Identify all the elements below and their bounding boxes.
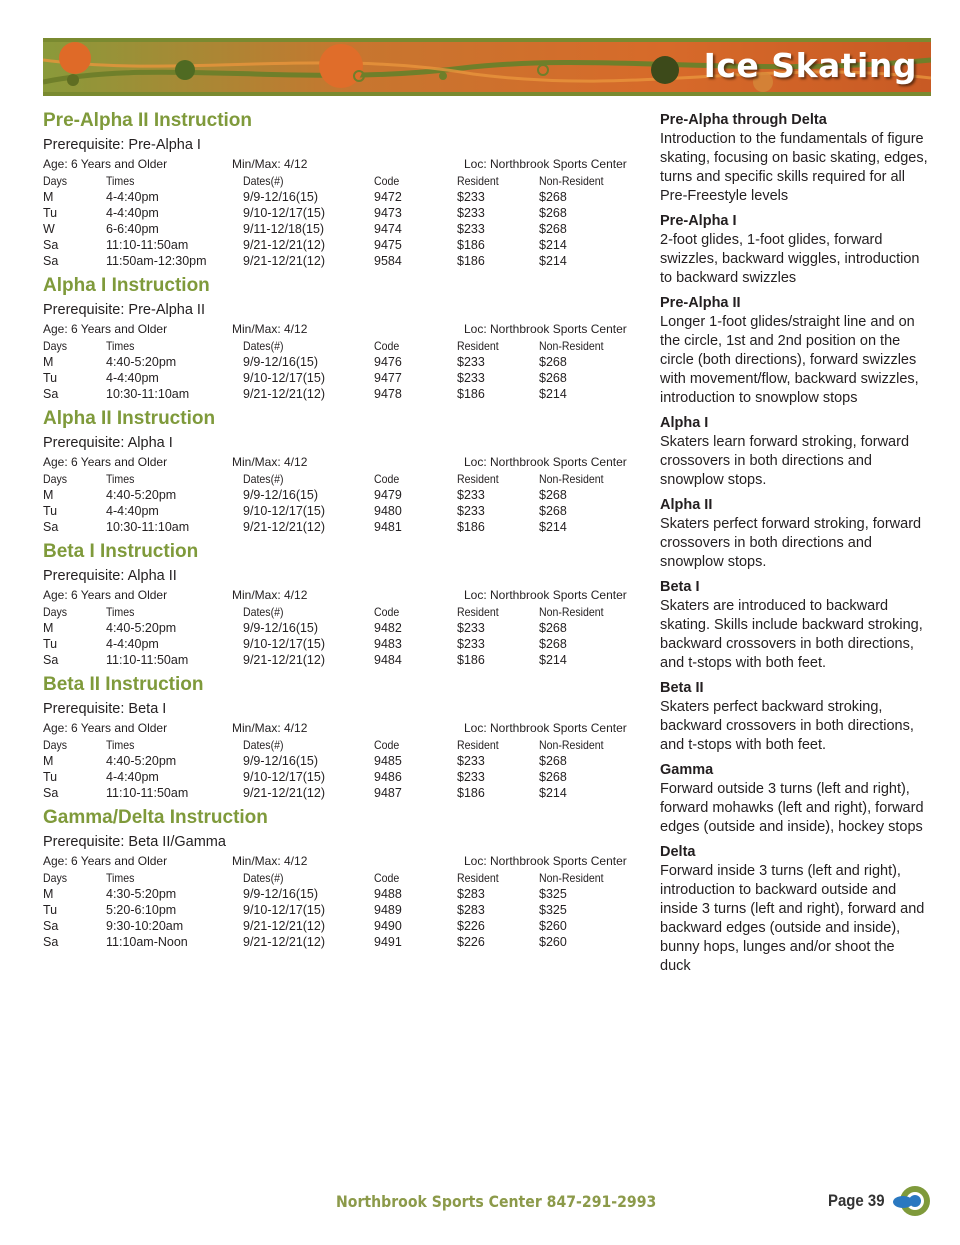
table-cell: 4-4:40pm — [106, 504, 159, 518]
table-cell: 9/10-12/17(15) — [243, 371, 326, 385]
level-description — [660, 843, 928, 976]
table-cell: M — [43, 754, 54, 768]
table-cell: 9474 — [374, 222, 402, 236]
table-row — [43, 753, 633, 769]
level-name: Alpha I — [660, 415, 709, 431]
table-cell: 9/9-12/16(15) — [243, 754, 319, 768]
table-cell: $325 — [539, 887, 567, 901]
footer-contact: Northbrook Sports Center 847-291-2993 — [336, 1192, 657, 1211]
class-schedule — [43, 108, 633, 954]
section-title: Gamma/Delta Instruction — [43, 807, 268, 828]
table-header — [43, 471, 633, 487]
table-cell: 4:30-5:20pm — [106, 887, 177, 901]
table-cell: 9/9-12/16(15) — [243, 887, 319, 901]
table-cell: $260 — [539, 919, 567, 933]
table-cell: $260 — [539, 935, 567, 949]
table-cell: 4-4:40pm — [106, 371, 159, 385]
section-title: Beta II Instruction — [43, 674, 204, 695]
table-cell: Sa — [43, 786, 59, 800]
column-header: Dates(#) — [243, 339, 284, 353]
table-cell: 9/9-12/16(15) — [243, 488, 319, 502]
table-cell: Tu — [43, 903, 58, 917]
column-header: Non-Resident — [539, 472, 604, 486]
table-row — [43, 519, 633, 535]
column-header: Days — [43, 174, 68, 188]
section-meta — [43, 454, 633, 471]
table-cell: $268 — [539, 504, 567, 518]
column-header: Days — [43, 605, 68, 619]
table-cell: $214 — [539, 520, 567, 534]
column-header: Dates(#) — [243, 738, 284, 752]
table-cell: 9479 — [374, 488, 402, 502]
table-cell: $233 — [457, 770, 485, 784]
table-row — [43, 205, 633, 221]
table-cell: 9/21-12/21(12) — [243, 919, 326, 933]
column-header: Times — [106, 738, 135, 752]
table-cell: M — [43, 355, 54, 369]
table-cell: $233 — [457, 371, 485, 385]
table-cell: $268 — [539, 371, 567, 385]
table-cell: 9488 — [374, 887, 402, 901]
table-cell: $186 — [457, 786, 485, 800]
section-title: Alpha I Instruction — [43, 275, 210, 296]
column-header: Resident — [457, 605, 499, 619]
table-cell: $186 — [457, 520, 485, 534]
section-meta — [43, 156, 633, 173]
age-label: Age: 6 Years and Older — [43, 721, 168, 735]
table-cell: $233 — [457, 754, 485, 768]
level-text: Skaters perfect backward stroking, backward crossovers in both directions, and t-stops with both feet. — [660, 699, 914, 753]
location-label: Loc: Northbrook Sports Center — [464, 588, 627, 602]
age-label: Age: 6 Years and Older — [43, 455, 168, 469]
column-header: Code — [374, 174, 400, 188]
table-row — [43, 620, 633, 636]
table-cell: Tu — [43, 504, 58, 518]
table-row — [43, 918, 633, 934]
column-header: Code — [374, 738, 400, 752]
table-row — [43, 221, 633, 237]
table-cell: M — [43, 488, 54, 502]
level-text: Skaters perfect forward stroking, forward crossovers in both directions and snowplow stops. — [660, 516, 922, 570]
schedule-section — [43, 273, 633, 406]
level-description — [660, 496, 928, 572]
table-cell: Tu — [43, 770, 58, 784]
section-title: Beta I Instruction — [43, 541, 199, 562]
table-cell: 9476 — [374, 355, 402, 369]
table-cell: 9/9-12/16(15) — [243, 355, 319, 369]
table-cell: $268 — [539, 754, 567, 768]
level-description — [660, 761, 928, 837]
table-cell: 9/10-12/17(15) — [243, 637, 326, 651]
prerequisite: Prerequisite: Alpha II — [43, 568, 177, 584]
table-cell: Tu — [43, 371, 58, 385]
column-header: Days — [43, 871, 68, 885]
location-label: Loc: Northbrook Sports Center — [464, 455, 627, 469]
table-cell: 5:20-6:10pm — [106, 903, 177, 917]
section-title: Pre-Alpha II Instruction — [43, 110, 253, 131]
table-cell: 9:30-10:20am — [106, 919, 184, 933]
prerequisite: Prerequisite: Alpha I — [43, 435, 173, 451]
level-description — [660, 414, 928, 490]
level-text: Forward outside 3 turns (left and right), forward mohawks (left and right), forward edges (outside and inside), hockey stops — [660, 781, 924, 835]
page-title: Ice Skating — [703, 46, 917, 85]
table-cell: $186 — [457, 254, 485, 268]
table-row — [43, 886, 633, 902]
age-label: Age: 6 Years and Older — [43, 588, 168, 602]
column-header: Non-Resident — [539, 339, 604, 353]
table-cell: $186 — [457, 238, 485, 252]
table-cell: $214 — [539, 387, 567, 401]
table-cell: $233 — [457, 206, 485, 220]
schedule-section — [43, 406, 633, 539]
table-cell: 9473 — [374, 206, 402, 220]
minmax-label: Min/Max: 4/12 — [232, 854, 308, 868]
table-cell: $283 — [457, 887, 485, 901]
table-cell: $325 — [539, 903, 567, 917]
level-name: Pre-Alpha through Delta — [660, 112, 827, 128]
table-header — [43, 338, 633, 354]
table-cell: 4:40-5:20pm — [106, 754, 177, 768]
level-name: Alpha II — [660, 497, 713, 513]
section-meta — [43, 587, 633, 604]
table-cell: 9490 — [374, 919, 402, 933]
table-cell: 9/10-12/17(15) — [243, 903, 326, 917]
table-cell: 9/11-12/18(15) — [243, 222, 325, 236]
table-cell: $233 — [457, 190, 485, 204]
column-header: Code — [374, 871, 400, 885]
table-cell: 4-4:40pm — [106, 206, 159, 220]
level-text: 2-foot glides, 1-foot glides, forward swizzles, backward wiggles, introduction to backward swizzles — [660, 232, 920, 286]
table-cell: 11:50am-12:30pm — [106, 254, 207, 268]
table-cell: M — [43, 621, 54, 635]
table-cell: $233 — [457, 504, 485, 518]
table-cell: Tu — [43, 637, 58, 651]
column-header: Non-Resident — [539, 605, 604, 619]
table-row — [43, 902, 633, 918]
table-cell: 4:40-5:20pm — [106, 355, 177, 369]
table-cell: 9/21-12/21(12) — [243, 238, 326, 252]
prerequisite: Prerequisite: Pre-Alpha I — [43, 137, 201, 153]
section-meta — [43, 720, 633, 737]
table-cell: $186 — [457, 387, 485, 401]
level-text: Skaters learn forward stroking, forward crossovers in both directions and snowplow stops. — [660, 434, 910, 488]
table-row — [43, 370, 633, 386]
column-header: Resident — [457, 738, 499, 752]
level-description — [660, 111, 928, 206]
schedule-section — [43, 672, 633, 805]
table-cell: W — [43, 222, 55, 236]
table-cell: 9472 — [374, 190, 402, 204]
level-text: Introduction to the fundamentals of figure skating, focusing on basic skating, edges, turns and specific skills required for all Pre-Freestyle levels — [660, 131, 928, 204]
table-cell: 6-6:40pm — [106, 222, 159, 236]
table-cell: $268 — [539, 637, 567, 651]
column-header: Code — [374, 339, 400, 353]
table-cell: 9483 — [374, 637, 402, 651]
table-header — [43, 604, 633, 620]
section-title: Alpha II Instruction — [43, 408, 216, 429]
column-header: Times — [106, 174, 135, 188]
table-cell: $214 — [539, 238, 567, 252]
column-header: Days — [43, 738, 68, 752]
table-cell: 4:40-5:20pm — [106, 488, 177, 502]
table-cell: 9584 — [374, 254, 402, 268]
table-row — [43, 636, 633, 652]
table-cell: $233 — [457, 637, 485, 651]
location-label: Loc: Northbrook Sports Center — [464, 854, 627, 868]
column-header: Non-Resident — [539, 871, 604, 885]
table-cell: $233 — [457, 355, 485, 369]
table-cell: Sa — [43, 387, 59, 401]
level-text: Forward inside 3 turns (left and right), introduction to backward outside and inside 3 turns (left and right), forward and backward edges (outside and inside), bunny hops, lunges and/or shoot the duck — [660, 863, 925, 974]
table-cell: $233 — [457, 621, 485, 635]
column-header: Days — [43, 339, 68, 353]
section-meta — [43, 853, 633, 870]
column-header: Non-Resident — [539, 174, 604, 188]
minmax-label: Min/Max: 4/12 — [232, 588, 308, 602]
header-banner — [43, 38, 931, 96]
column-header: Code — [374, 605, 400, 619]
table-header — [43, 737, 633, 753]
column-header: Dates(#) — [243, 174, 284, 188]
table-cell: 10:30-11:10am — [106, 387, 190, 401]
table-row — [43, 934, 633, 950]
column-header: Times — [106, 871, 135, 885]
level-name: Gamma — [660, 762, 714, 778]
table-cell: $268 — [539, 190, 567, 204]
minmax-label: Min/Max: 4/12 — [232, 721, 308, 735]
column-header: Resident — [457, 174, 499, 188]
column-header: Dates(#) — [243, 472, 284, 486]
minmax-label: Min/Max: 4/12 — [232, 157, 308, 171]
location-label: Loc: Northbrook Sports Center — [464, 322, 627, 336]
level-description — [660, 679, 928, 755]
location-label: Loc: Northbrook Sports Center — [464, 157, 627, 171]
column-header: Dates(#) — [243, 605, 284, 619]
table-cell: $233 — [457, 488, 485, 502]
section-meta — [43, 321, 633, 338]
schedule-section — [43, 108, 633, 273]
table-cell: 11:10am-Noon — [106, 935, 188, 949]
table-cell: 9/10-12/17(15) — [243, 770, 326, 784]
level-description — [660, 578, 928, 673]
table-row — [43, 652, 633, 668]
level-name: Delta — [660, 844, 696, 860]
table-cell: 9475 — [374, 238, 402, 252]
column-header: Dates(#) — [243, 871, 284, 885]
table-cell: $186 — [457, 653, 485, 667]
table-cell: $268 — [539, 770, 567, 784]
table-cell: 9/21-12/21(12) — [243, 254, 326, 268]
table-cell: $268 — [539, 488, 567, 502]
prerequisite: Prerequisite: Pre-Alpha II — [43, 302, 205, 318]
table-cell: Sa — [43, 653, 59, 667]
level-name: Beta I — [660, 579, 700, 595]
column-header: Days — [43, 472, 68, 486]
table-row — [43, 487, 633, 503]
table-cell: Sa — [43, 520, 59, 534]
column-header: Non-Resident — [539, 738, 604, 752]
table-cell: 9478 — [374, 387, 402, 401]
level-text: Longer 1-foot glides/straight line and on the circle, 1st and 2nd position on the circle (both directions), forward swizzles with movement/flow, backward swizzles, introduction to snowplow stops — [660, 314, 919, 406]
table-row — [43, 354, 633, 370]
minmax-label: Min/Max: 4/12 — [232, 455, 308, 469]
column-header: Resident — [457, 871, 499, 885]
table-cell: 11:10-11:50am — [106, 653, 189, 667]
table-row — [43, 785, 633, 801]
table-cell: 9491 — [374, 935, 402, 949]
age-label: Age: 6 Years and Older — [43, 322, 168, 336]
table-cell: $268 — [539, 621, 567, 635]
minmax-label: Min/Max: 4/12 — [232, 322, 308, 336]
table-cell: 9/21-12/21(12) — [243, 653, 326, 667]
column-header: Times — [106, 339, 135, 353]
level-name: Pre-Alpha I — [660, 213, 737, 229]
table-row — [43, 253, 633, 269]
column-header: Resident — [457, 472, 499, 486]
table-cell: 11:10-11:50am — [106, 786, 189, 800]
table-row — [43, 769, 633, 785]
table-cell: 9/10-12/17(15) — [243, 504, 326, 518]
table-cell: M — [43, 887, 54, 901]
page-number: Page 39 — [828, 1191, 885, 1210]
age-label: Age: 6 Years and Older — [43, 854, 168, 868]
table-cell: 9/21-12/21(12) — [243, 786, 326, 800]
level-name: Beta II — [660, 680, 704, 696]
age-label: Age: 6 Years and Older — [43, 157, 168, 171]
table-cell: 11:10-11:50am — [106, 238, 189, 252]
table-cell: $233 — [457, 222, 485, 236]
table-cell: 4-4:40pm — [106, 190, 159, 204]
table-cell: 9484 — [374, 653, 402, 667]
table-cell: 9477 — [374, 371, 402, 385]
table-cell: $226 — [457, 935, 485, 949]
table-cell: 9/10-12/17(15) — [243, 206, 326, 220]
table-cell: Sa — [43, 935, 59, 949]
table-cell: M — [43, 190, 54, 204]
table-cell: Sa — [43, 238, 59, 252]
table-header — [43, 870, 633, 886]
table-cell: 9/21-12/21(12) — [243, 520, 326, 534]
level-description — [660, 212, 928, 288]
column-header: Times — [106, 472, 135, 486]
table-cell: 9/21-12/21(12) — [243, 935, 326, 949]
table-cell: $268 — [539, 355, 567, 369]
table-cell: $283 — [457, 903, 485, 917]
table-cell: Sa — [43, 919, 59, 933]
level-name: Pre-Alpha II — [660, 295, 741, 311]
table-cell: 9/9-12/16(15) — [243, 190, 319, 204]
table-cell: 9486 — [374, 770, 402, 784]
table-row — [43, 503, 633, 519]
table-cell: $268 — [539, 206, 567, 220]
prerequisite: Prerequisite: Beta II/Gamma — [43, 834, 226, 850]
level-descriptions — [660, 111, 928, 982]
schedule-section — [43, 539, 633, 672]
column-header: Times — [106, 605, 135, 619]
table-cell: $214 — [539, 653, 567, 667]
table-cell: 9489 — [374, 903, 402, 917]
table-cell: 9482 — [374, 621, 402, 635]
table-cell: 4:40-5:20pm — [106, 621, 177, 635]
table-cell: Tu — [43, 206, 58, 220]
table-cell: Sa — [43, 254, 59, 268]
table-cell: 9480 — [374, 504, 402, 518]
table-row — [43, 386, 633, 402]
table-cell: 9/9-12/16(15) — [243, 621, 319, 635]
table-cell: 9487 — [374, 786, 402, 800]
park-district-logo-icon — [893, 1184, 933, 1218]
table-cell: $226 — [457, 919, 485, 933]
table-row — [43, 189, 633, 205]
level-text: Skaters are introduced to backward skating. Skills include backward stroking, backward crossovers in both directions, and t-stops with both feet. — [660, 598, 923, 671]
schedule-section — [43, 805, 633, 954]
table-cell: 9485 — [374, 754, 402, 768]
table-cell: $214 — [539, 786, 567, 800]
location-label: Loc: Northbrook Sports Center — [464, 721, 627, 735]
table-cell: 9481 — [374, 520, 402, 534]
table-cell: 9/21-12/21(12) — [243, 387, 326, 401]
prerequisite: Prerequisite: Beta I — [43, 701, 167, 717]
table-cell: $214 — [539, 254, 567, 268]
table-cell: 4-4:40pm — [106, 637, 159, 651]
table-header — [43, 173, 633, 189]
table-cell: 10:30-11:10am — [106, 520, 190, 534]
column-header: Resident — [457, 339, 499, 353]
column-header: Code — [374, 472, 400, 486]
table-cell: 4-4:40pm — [106, 770, 159, 784]
level-description — [660, 294, 928, 408]
table-row — [43, 237, 633, 253]
table-cell: $268 — [539, 222, 567, 236]
